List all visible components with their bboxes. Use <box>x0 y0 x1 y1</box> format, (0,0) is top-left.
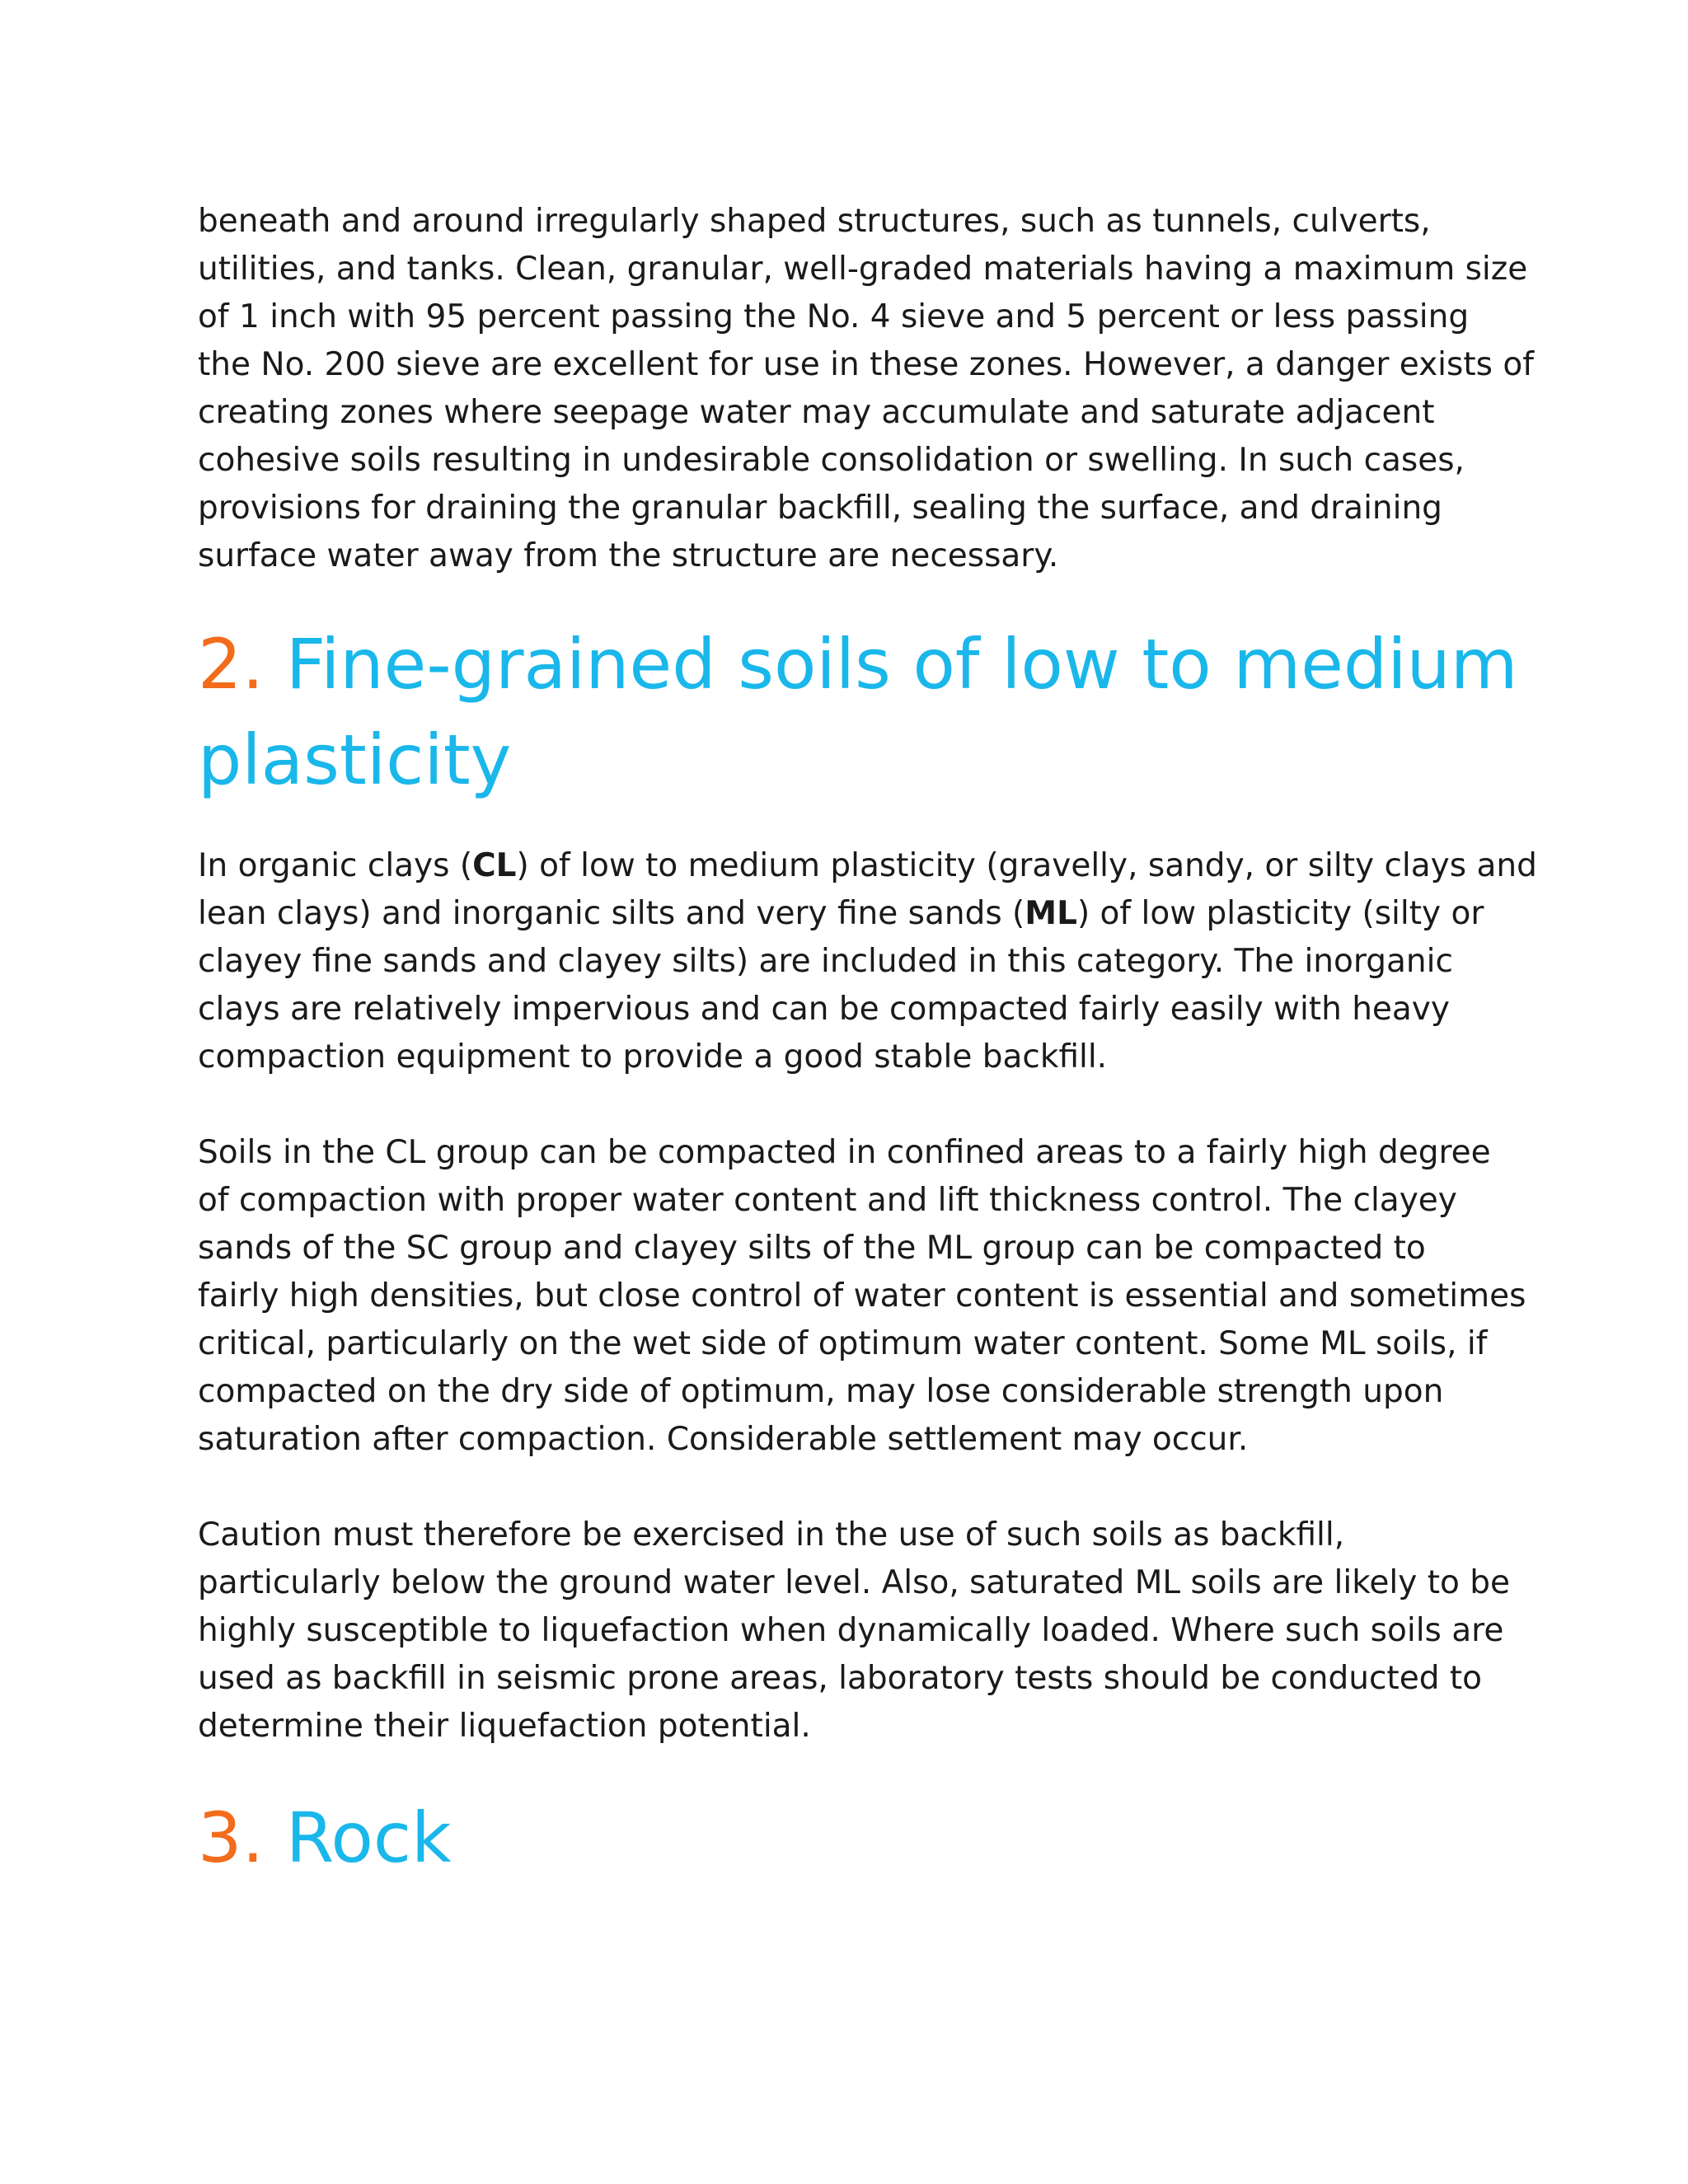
text-line: surface water away from the structure are necessary. <box>198 537 1059 574</box>
text-line: In organic clays (CL) of low to medium plasticity (gravelly, sandy, or silty clays and <box>198 847 1537 884</box>
document-page <box>198 198 1537 1886</box>
text-line: lean clays) and inorganic silts and very fine sands (ML) of low plasticity (silty or <box>198 895 1484 932</box>
section-number: 3. <box>198 1797 265 1878</box>
text-line: used as backfill in seismic prone areas, laboratory tests should be conducted to <box>198 1660 1483 1697</box>
text-line: utilities, and tanks. Clean, granular, well-graded materials having a maximum size <box>198 251 1528 288</box>
section-2-paragraph-2 <box>198 1129 1526 1464</box>
text-line: fairly high densities, but close control of water content is essential and sometimes <box>198 1277 1526 1315</box>
cl-abbrev: CL <box>472 847 517 884</box>
text-line: critical, particularly on the wet side of optimum water content. Some ML soils, if <box>198 1325 1488 1362</box>
section-3-heading <box>198 1790 1517 1886</box>
section-2-heading <box>198 616 1517 808</box>
text-line: determine their liquefaction potential. <box>198 1708 811 1745</box>
text-line: the No. 200 sieve are excellent for use in these zones. However, a danger exists of <box>198 346 1534 383</box>
text-line: Soils in the CL group can be compacted in confined areas to a fairly high degree <box>198 1134 1491 1171</box>
text-line: cohesive soils resulting in undesirable consolidation or swelling. In such cases, <box>198 442 1465 479</box>
section-2-paragraph-1 <box>198 842 1537 1081</box>
text-line: beneath and around irregularly shaped structures, such as tunnels, culverts, <box>198 203 1431 240</box>
section-title: Rock <box>285 1797 452 1878</box>
section-number: 2. <box>198 624 265 705</box>
section-title: Fine-grained soils of low to medium <box>285 624 1518 705</box>
section-2-paragraph-3 <box>198 1511 1517 1750</box>
text-line: clayey fine sands and clayey silts) are included in this category. The inorganic <box>198 943 1453 980</box>
intro-paragraph <box>198 198 1534 580</box>
text-line: Caution must therefore be exercised in the use of such soils as backfill, <box>198 1516 1345 1554</box>
text-line: provisions for draining the granular backfill, sealing the surface, and draining <box>198 490 1442 527</box>
text-line: sands of the SC group and clayey silts of the ML group can be compacted to <box>198 1230 1426 1267</box>
text-line: clays are relatively impervious and can be compacted fairly easily with heavy <box>198 991 1450 1028</box>
text-line: particularly below the ground water level. Also, saturated ML soils are likely to be <box>198 1564 1510 1601</box>
text-line: creating zones where seepage water may accumulate and saturate adjacent <box>198 394 1435 431</box>
text-line: saturation after compaction. Considerable settlement may occur. <box>198 1421 1249 1458</box>
text-line: compacted on the dry side of optimum, may lose considerable strength upon <box>198 1373 1444 1410</box>
text-line: compaction equipment to provide a good stable backfill. <box>198 1038 1108 1076</box>
text-line: of 1 inch with 95 percent passing the No. 4 sieve and 5 percent or less passing <box>198 298 1470 335</box>
text-line: highly susceptible to liquefaction when dynamically loaded. Where such soils are <box>198 1612 1504 1649</box>
section-title-continued: plasticity <box>198 719 512 800</box>
ml-abbrev: ML <box>1025 895 1077 932</box>
text-line: of compaction with proper water content and lift thickness control. The clayey <box>198 1182 1457 1219</box>
